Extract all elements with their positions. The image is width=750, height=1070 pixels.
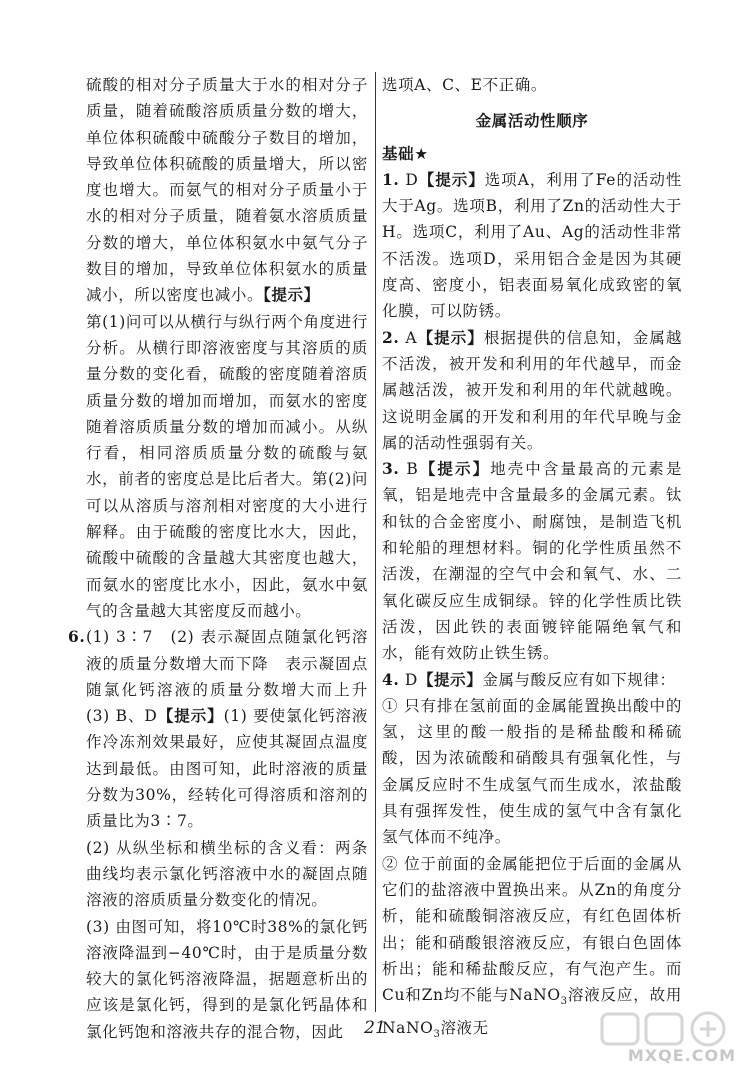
- paragraph: 选项A、C、E不正确。: [382, 76, 547, 94]
- item-number: 4.: [382, 669, 400, 689]
- answer-item-4: [382, 667, 682, 1049]
- paragraph-text: 根据提供的信息知，金属越不活泼，被开发和利用的年代越早，而金属越活泼，被开发和利用的年代就越晚。这说明金属的开发和利用的年代早晚与金属的活动性强弱有关。: [382, 328, 683, 452]
- item-number: 2.: [382, 327, 400, 347]
- paragraph: [86, 624, 385, 834]
- answer-item-1: [382, 167, 682, 325]
- paragraph: [382, 456, 682, 666]
- subsection-heading: 基础★: [382, 144, 429, 163]
- paragraph-text: (1) 要使氯化钙溶液作冷冻剂效果最好，应使其凝固点温度达到最低。由图可知，此时溶液的质量分数为30%，经转化可得溶质和溶剂的质量比为3∶7。: [86, 707, 369, 831]
- answer-item-2: [382, 325, 682, 456]
- answer-item-3: [382, 456, 682, 666]
- paragraph: (3) 由图可知，将10℃时38%的氯化钙溶液降温到−40℃时，由于是质量分数较大的氯化钙溶液降温，据题意析出的应该是氯化钙，得到的是氯化钙晶体和氯化钙饱和溶液共存的混合物，因此: [86, 917, 368, 1041]
- paragraph-text: 溶液反应，故用NaNO: [382, 986, 683, 1038]
- answer-letter: A: [405, 328, 418, 347]
- paragraph-text: ② 位于前面的金属能把位于后面的金属从它们的盐溶液中置换出来。从Zn的角度分析，能和硫酸铜溶液反应，有红色固体析出；能和硝酸银溶液反应，有银白色固体析出；能和稀盐酸反应，有气泡产生。而Cu和Zn均不能与NaNO: [382, 854, 682, 1005]
- tip-label: 【提示】: [418, 459, 491, 479]
- right-column: [382, 72, 682, 1049]
- subscript: 3: [560, 996, 568, 1008]
- tip-label: 【提示】: [417, 669, 483, 689]
- paragraph: ① 只有排在氢前面的金属能置换出酸中的氢，这里的酸一般指的是稀盐酸和稀硫酸，因为浓硫酸和硝酸具有强氧化性，与金属反应时不生成氢气而生成水，浓盐酸具有强挥发性，使生成的氢气中含有氯化氢气体而不纯净。: [382, 696, 682, 847]
- paragraph-text: 硫酸的相对分子质量大于水的相对分子质量，随着硫酸溶质质量分数的增大，单位体积硫酸中硫酸分子数目的增加，导致单位体积硫酸的质量增大，所以密度也增大。而氨气的相对分子质量小于水的相对分子质量，随着氨水溶质质量分数的增大，单位体积氨水中氨气分子数目的增加，导致单位体积氨水的质量减小，所以密度也减小。: [86, 76, 368, 305]
- paragraph-text: (1) 3∶7 (2) 表示凝固点随氯化钙溶液的质量分数增大而下降 表示凝固点随氯化钙溶液的质量分数增大而上升 (3) B、D: [86, 628, 385, 726]
- tip-label: 【提示】: [417, 327, 484, 347]
- answer-letter: B: [406, 460, 419, 479]
- item-number: 3.: [382, 459, 400, 479]
- paragraph: (2) 从纵坐标和横坐标的含义看：两条曲线均表示氯化钙溶液中水的凝固点随溶液的溶质质量分数变化的情况。: [86, 838, 368, 910]
- page-number: 21: [364, 1018, 386, 1038]
- subscript: 3: [433, 1029, 441, 1041]
- paragraph: [86, 72, 368, 309]
- item-number: 6.: [68, 627, 86, 647]
- paragraph-text: 选项A，利用了Fe的活动性大于Ag。选项B，利用了Zn的活动性大于H。选项C，利用了Au、Ag的活动性非常不活泼。选项D，采用铝合金是因为其硬度高、密度小，铝表面易氧化成致密的氧化膜，可以防锈。: [382, 170, 683, 321]
- tip-label: 【提示】: [263, 285, 320, 305]
- answer-letter: D: [404, 670, 418, 689]
- paragraph: [382, 667, 682, 693]
- tip-label: 【提示】: [418, 169, 485, 189]
- item-number: 1.: [382, 169, 400, 189]
- tip-label: 【提示】: [157, 706, 224, 726]
- paragraph: 第(1)问可以从横行与纵行两个角度进行分析。从横行即溶液密度与其溶质的质量分数的变化看，硫酸的密度随着溶质质量分数的增加而增加，而氨水的密度随着溶质质量分数的增加而减小。从纵行看，相同溶质质量分数的硫酸与氨水，前者的密度总是比后者大。第(2)问可以从溶质与溶剂相对密度的大小进行解释。由于硫酸的密度比水大，因此，硫酸中硫酸的含量越大其密度也越大，而氨水的密度比水小，因此，氨水中氨气的含量越大其密度反而越小。: [86, 312, 368, 620]
- paragraph-text: 金属与酸反应有如下规律：: [482, 670, 676, 689]
- paragraph: [382, 167, 682, 325]
- paragraph: [382, 325, 682, 456]
- watermark-text: MXQE.COM: [627, 1046, 736, 1065]
- answer-letter: D: [405, 170, 419, 189]
- answer-item-6: [68, 624, 385, 834]
- column-divider: [375, 72, 376, 1012]
- paragraph-text: 地壳中含量最高的元素是氧，铝是地壳中含量最多的金属元素。钛和钛的合金密度小、耐腐蚀，是制造飞机和轮船的理想材料。铜的化学性质虽然不活泼，在潮湿的空气中会和氧气、水、二氧化碳反应生成铜绿。锌的化学性质比铁活泼，因此铁的表面镀锌能隔绝氧气和水，能有效防止铁生锈。: [382, 460, 682, 663]
- paragraph-text: 溶液无: [440, 1019, 489, 1038]
- section-heading: 金属活动性顺序: [475, 112, 589, 131]
